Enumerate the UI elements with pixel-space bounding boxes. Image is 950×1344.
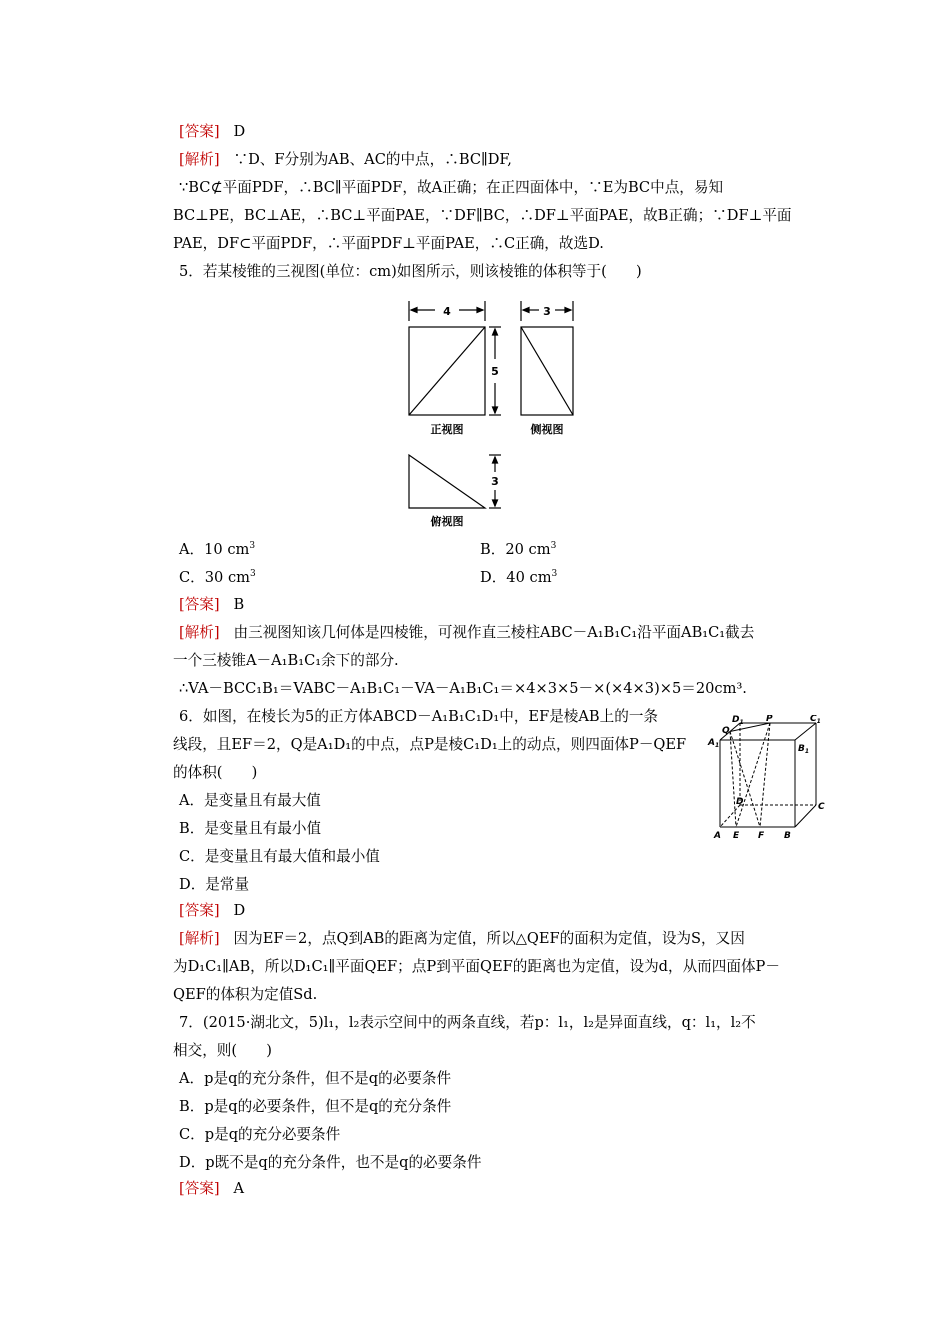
q5-stem: 5．若某棱锥的三视图(单位：cm)如图所示，则该棱锥的体积等于( ) <box>179 263 642 280</box>
answer-value: A <box>233 1180 245 1197</box>
analysis-text: 由三视图知该几何体是四棱锥，可视作直三棱柱ABC－A₁B₁C₁沿平面AB₁C₁截去 <box>233 624 755 641</box>
cube-label-d1: $D_1$ <box>732 715 744 726</box>
analysis-text: 因为EF＝2，点Q到AB的距离为定值，所以△QEF的面积为定值，设为S，又因 <box>233 930 745 947</box>
analysis-text: ∴VA－BCC₁B₁＝VABC－A₁B₁C₁－VA－A₁B₁C₁＝×4×3×5－×(×4×3)×5＝20cm³. <box>179 680 747 697</box>
q7-answer-row <box>179 1179 244 1199</box>
q4-answer-row <box>179 122 245 142</box>
q6-stem: 6．如图，在棱长为5的正方体ABCD－A₁B₁C₁D₁中，EF是棱AB上的一条 <box>179 708 659 725</box>
top-view <box>409 455 501 508</box>
cube-label-e: E <box>733 831 740 841</box>
dim-height: 5 <box>491 365 499 378</box>
cube-label-b: B <box>784 831 791 841</box>
cube-label-c1: $C_1$ <box>810 715 821 725</box>
q5-option-b: B．20 $cm^3$ <box>480 541 557 558</box>
analysis-text: PAE，DF⊂平面PDF，∴平面PDF⊥平面PAE，∴C正确，故选D. <box>173 235 604 252</box>
cube-label-b1: $B_1$ <box>798 744 810 755</box>
answer-tag: [答案] <box>179 902 220 919</box>
answer-tag: [答案] <box>179 123 220 140</box>
cube-label-a1: $A_1$ <box>708 738 720 749</box>
q6-stem: 线段，且EF＝2，Q是A₁D₁的中点，点P是棱C₁D₁上的动点，则四面体P－QEF <box>173 736 687 753</box>
answer-value: B <box>233 596 245 613</box>
cube-label-c: C <box>818 802 825 812</box>
analysis-text: ∵BC⊄平面PDF，∴BC∥平面PDF，故A正确；在正四面体中，∵E为BC中点，易知 <box>179 179 724 196</box>
q5-option-a: A．10 $cm^3$ <box>179 541 256 558</box>
cube-label-p: P <box>766 715 773 724</box>
q7-stem: 相交，则( ) <box>173 1042 272 1059</box>
answer-value: D <box>233 902 246 919</box>
q6-answer-row <box>179 901 245 921</box>
analysis-tag: [解析] <box>179 151 220 168</box>
analysis-text: ∵D、F分别为AB、AC的中点，∴BC∥DF, <box>233 151 512 168</box>
q6-option-d: D．是常量 <box>179 876 250 893</box>
q6-option-c: C．是变量且有最大值和最小值 <box>179 848 380 865</box>
analysis-tag: [解析] <box>179 930 220 947</box>
analysis-text: 为D₁C₁∥AB，所以D₁C₁∥平面QEF；点P到平面QEF的距离也为定值，设为d，从而四面体P－ <box>173 958 780 975</box>
cube-label-q: Q <box>722 726 730 736</box>
cube-label-f: F <box>758 831 765 841</box>
cube-label-d: D <box>736 797 744 807</box>
analysis-text: QEF的体积为定值Sd. <box>173 986 318 1003</box>
label-side-view: 侧视图 <box>530 423 564 436</box>
dim-top-depth: 3 <box>491 475 499 488</box>
answer-value: D <box>233 123 246 140</box>
dim-side-width: 3 <box>543 305 551 318</box>
analysis-text: 一个三棱锥A－A₁B₁C₁余下的部分. <box>173 652 399 669</box>
q6-stem: 的体积( ) <box>173 764 258 781</box>
q5-option-c: C．30 $cm^3$ <box>179 569 256 586</box>
front-view <box>409 301 501 415</box>
answer-tag: [答案] <box>179 596 220 613</box>
q5-answer-row <box>179 595 244 615</box>
answer-tag: [答案] <box>179 1180 220 1197</box>
label-front-view: 正视图 <box>430 423 464 436</box>
q5-option-d: D．40 $cm^3$ <box>480 569 558 586</box>
side-view <box>521 301 573 415</box>
q7-option-a: A．p是q的充分条件，但不是q的必要条件 <box>179 1070 452 1087</box>
q5-analysis-row <box>179 623 754 643</box>
q7-stem: 7．(2015·湖北文，5)l₁，l₂表示空间中的两条直线，若p：l₁，l₂是异面直线，q：l₁，l₂不 <box>179 1014 756 1031</box>
q6-option-a: A．是变量且有最大值 <box>179 792 321 809</box>
q7-option-c: C．p是q的充分必要条件 <box>179 1126 341 1143</box>
analysis-text: BC⊥PE，BC⊥AE，∴BC⊥平面PAE，∵DF∥BC，∴DF⊥平面PAE，故B正确；∵DF⊥平面 <box>173 207 792 224</box>
label-top-view: 俯视图 <box>430 515 464 528</box>
q4-analysis-row <box>179 150 512 170</box>
three-view-figure <box>395 295 595 535</box>
dim-front-width: 4 <box>443 305 451 318</box>
q6-option-b: B．是变量且有最小值 <box>179 820 322 837</box>
cube-label-a: A <box>714 831 721 841</box>
analysis-tag: [解析] <box>179 624 220 641</box>
q7-option-d: D．p既不是q的充分条件，也不是q的必要条件 <box>179 1154 482 1171</box>
q7-option-b: B．p是q的必要条件，但不是q的充分条件 <box>179 1098 452 1115</box>
q6-analysis-row <box>179 929 745 949</box>
cube-figure <box>700 715 830 845</box>
